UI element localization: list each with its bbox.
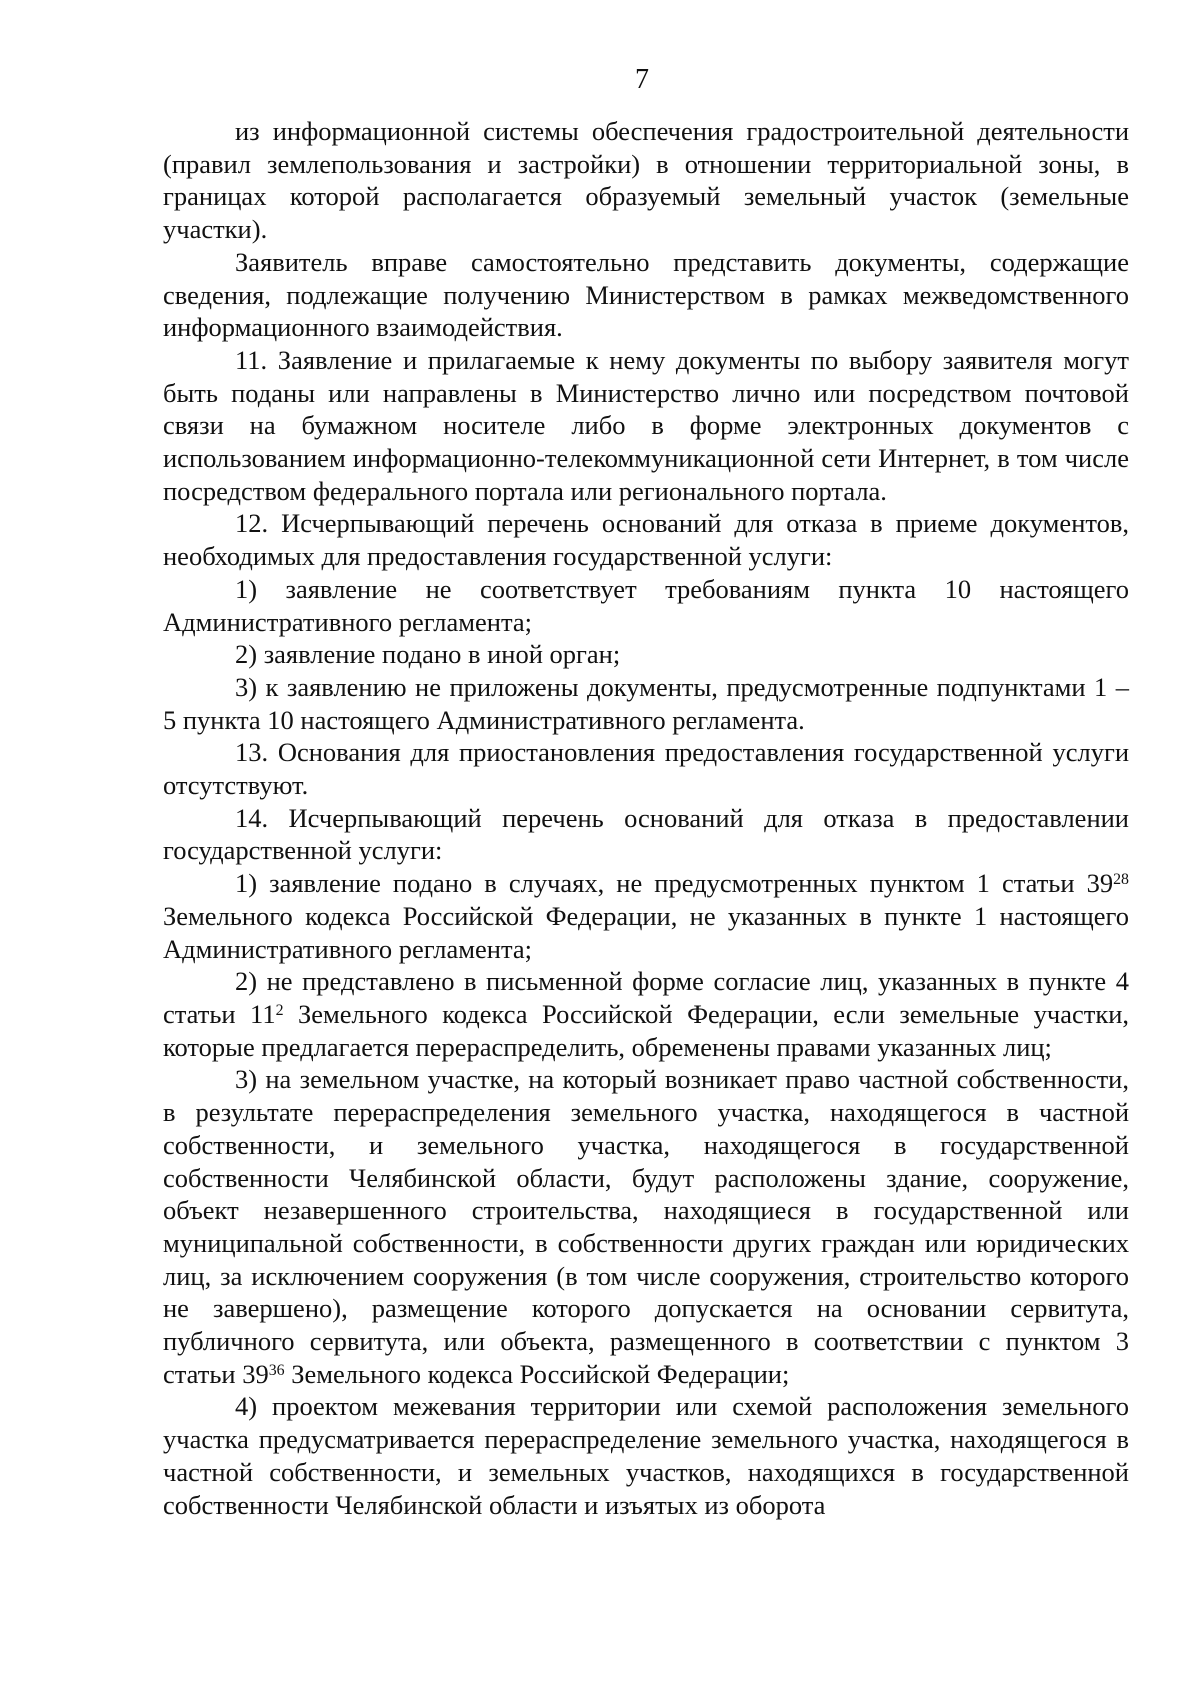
text-segment: 1) заявление подано в случаях, не предусмотренных пунктом 1 статьи 39	[235, 868, 1114, 899]
page-number: 7	[635, 64, 649, 95]
paragraph-14-item-1	[163, 867, 1129, 965]
paragraph-applicant-right: Заявитель вправе самостоятельно представить документы, содержащие сведения, подлежащие получению Министерством в рамках межведомственного информационного взаимодействия.	[163, 246, 1129, 343]
paragraph-14-item-4: 4) проектом межевания территории или схемой расположения земельного участка предусматривается перераспределение земельного участка, находящегося в частной собственности, и земельных участков, находящихся в государственной собственности Челябинской области и изъятых из оборота	[163, 1391, 1129, 1520]
paragraph-continuation: из информационной системы обеспечения градостроительной деятельности (правил землепользования и застройки) в отношении территориальной зоны, в границах которой располагается образуемый земельный участок (земельные участки).	[163, 116, 1129, 245]
paragraph-14: 14. Исчерпывающий перечень оснований для отказа в предоставлении государственной услуги:	[163, 802, 1129, 866]
superscript: 28	[1113, 871, 1129, 889]
paragraph-14-item-3	[163, 1063, 1129, 1390]
text-segment: 2) не представлено в письменной форме согласие лиц, указанных в пункте 4 статьи 11	[163, 966, 1129, 1029]
superscript: 36	[268, 1361, 285, 1379]
paragraph-12-item-3: 3) к заявлению не приложены документы, предусмотренные подпунктами 1 – 5 пункта 10 настоящего Административного регламента.	[163, 671, 1129, 735]
text-segment: Земельного кодекса Российской Федерации, не указанных в пункте 1 настоящего Административного регламента;	[163, 900, 1129, 964]
paragraph-12: 12. Исчерпывающий перечень оснований для отказа в приеме документов, необходимых для предоставления государственной услуги:	[163, 508, 1129, 572]
paragraph-12-item-2: 2) заявление подано в иной орган;	[235, 639, 621, 670]
document-body	[163, 115, 1129, 1521]
paragraph-13: 13. Основания для приостановления предоставления государственной услуги отсутствуют.	[163, 737, 1129, 801]
paragraph-11: 11. Заявление и прилагаемые к нему документы по выбору заявителя могут быть поданы или направлены в Министерство лично или посредством почтовой связи на бумажном носителе либо в форме электронных документов с использованием информационно-телекоммуникационной сети Интернет, в том числе посредством федерального портала или регионального портала.	[163, 344, 1129, 506]
superscript: 2	[275, 1002, 284, 1020]
paragraph-12-item-1: 1) заявление не соответствует требованиям пункта 10 настоящего Административного регламента;	[163, 573, 1129, 637]
text-segment: 3) на земельном участке, на который возникает право частной собственности, в результате перераспределения земельного участка, находящегося в частной собственности, и земельного участка, находящегося в государственной собственности Челябинской области, будут расположены здание, сооружение, объект незавершенного строительства, находящиеся в государственной или муниципальной собственности, в собственности других граждан или юридических лиц, за исключением сооружения (в том числе сооружения, строительство которого не завершено), размещение которого допускается на основании сервитута, публичного сервитута, или объекта, размещенного в соответствии с пунктом 3 статьи 39	[163, 1064, 1129, 1389]
text-segment: Земельного кодекса Российской Федерации, если земельные участки, которые предлагается перераспределить, обременены правами указанных лиц;	[163, 998, 1129, 1062]
text-segment: Земельного кодекса Российской Федерации;	[284, 1358, 790, 1389]
paragraph-14-item-2	[163, 965, 1129, 1063]
